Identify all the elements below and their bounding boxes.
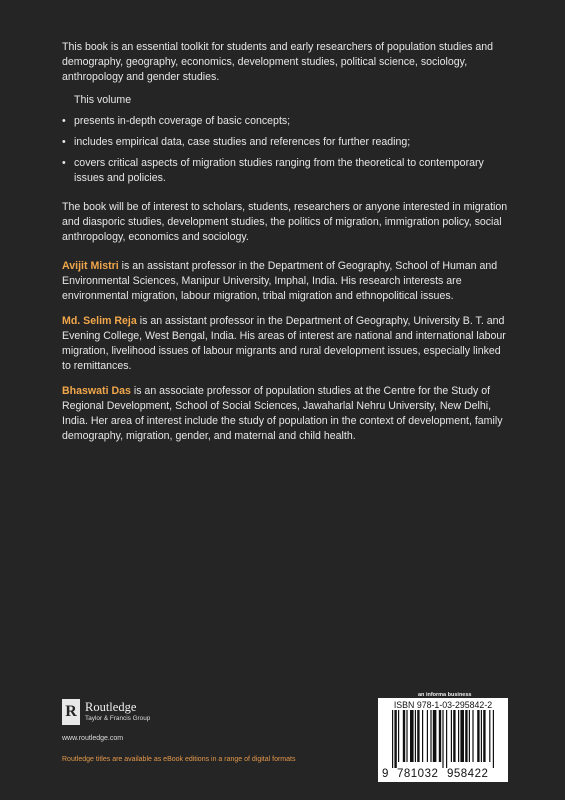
barcode-digit-group: 9	[382, 768, 389, 780]
barcode-digit-group: 781032	[397, 768, 439, 780]
barcode-bar	[394, 710, 396, 768]
back-cover-text	[62, 40, 510, 454]
barcode-bar	[430, 710, 431, 762]
barcode-bar	[415, 710, 416, 762]
barcode-bar	[392, 710, 393, 768]
intro-paragraph: This book is an essential toolkit for students and early researchers of population studies and demography, geography, economics, development studies, political science, sociology, anthropology and gender studies.	[62, 41, 494, 83]
barcode-bar	[477, 710, 479, 762]
barcode-bar	[493, 710, 494, 768]
publisher-name: Routledge	[85, 700, 137, 714]
barcode-bar	[422, 710, 423, 762]
barcode-bar	[398, 710, 399, 762]
barcode-icon	[378, 710, 508, 768]
list-item: • covers critical aspects of migration studies ranging from the theoretical to contemporary issues and policies.	[62, 157, 484, 184]
publisher-text	[85, 701, 150, 723]
barcode-bar	[427, 710, 428, 762]
author-bio	[62, 314, 510, 374]
barcode-bar	[453, 710, 455, 762]
bullet-icon: •	[62, 157, 66, 169]
barcode-bar	[442, 710, 443, 768]
author-name: Avijit Mistri	[62, 260, 119, 272]
author-bio	[62, 259, 510, 304]
barcode-bar	[417, 710, 419, 762]
barcode-bar	[465, 710, 467, 762]
barcode-bar	[481, 710, 482, 762]
routledge-logo-icon: R	[62, 699, 80, 725]
author-name: Md. Selim Reja	[62, 315, 137, 327]
barcode-bar	[472, 710, 473, 762]
barcode-bar	[460, 710, 464, 762]
interest-paragraph: The book will be of interest to scholars, students, researchers or anyone interested in migration and diasporic studies, development studies, the politics of migration, immigration policy, social anthropology, economics and sociology.	[62, 201, 508, 243]
author-name: Bhaswati Das	[62, 385, 131, 397]
ebook-note: Routledge titles are available as eBook editions in a range of digital formats	[62, 756, 296, 763]
feature-list	[62, 114, 510, 186]
barcode-bar	[458, 710, 459, 762]
barcode-bar	[406, 710, 407, 762]
this-volume-label: This volume	[74, 94, 132, 106]
barcode-bar	[489, 710, 490, 762]
author-bio	[62, 384, 510, 444]
barcode-bar	[446, 710, 447, 768]
publisher-logo	[62, 699, 150, 725]
barcode-bar	[483, 710, 485, 762]
list-item: • includes empirical data, case studies and references for further reading;	[62, 136, 411, 148]
publisher-website: www.routledge.com	[62, 735, 124, 742]
author-bio-text: is an associate professor of population studies at the Centre for the Study of Regional Development, School of Social Sciences, Jawaharlal Nehru University, New Delhi, India. Her area of interest include the study of population in the context of development, family demography, migration, gender, and maternal and child health.	[62, 385, 503, 442]
informa-tagline: an informa business	[418, 692, 472, 698]
barcode-bar	[403, 710, 405, 762]
bullet-icon: •	[62, 136, 66, 148]
isbn-number: ISBN 978-1-03-295842-2	[393, 700, 493, 710]
barcode-bar	[439, 710, 441, 762]
list-item: • presents in-depth coverage of basic concepts;	[62, 115, 291, 127]
barcode-bar	[469, 710, 470, 762]
barcode-bar	[451, 710, 452, 762]
barcode-area	[378, 698, 508, 782]
publisher-group: Taylor & Francis Group	[85, 715, 151, 722]
bullet-icon: •	[62, 115, 66, 127]
author-bio-text: is an assistant professor in the Department of Geography, School of Human and Environmental Sciences, Manipur University, Imphal, India. His research interests are environmental migration, labour migration, tribal migration and ethnopolitical issues.	[62, 260, 498, 302]
barcode-digit-group: 958422	[447, 768, 489, 780]
barcode-bar	[433, 710, 437, 762]
barcode-bar	[410, 710, 414, 762]
author-bio-text: is an assistant professor in the Department of Geography, University B. T. and Evening College, West Bengal, India. His areas of interest are national and international labour migration, livelihood issues of labour migrants and rural development issues, especially linked to remittances.	[62, 315, 506, 372]
